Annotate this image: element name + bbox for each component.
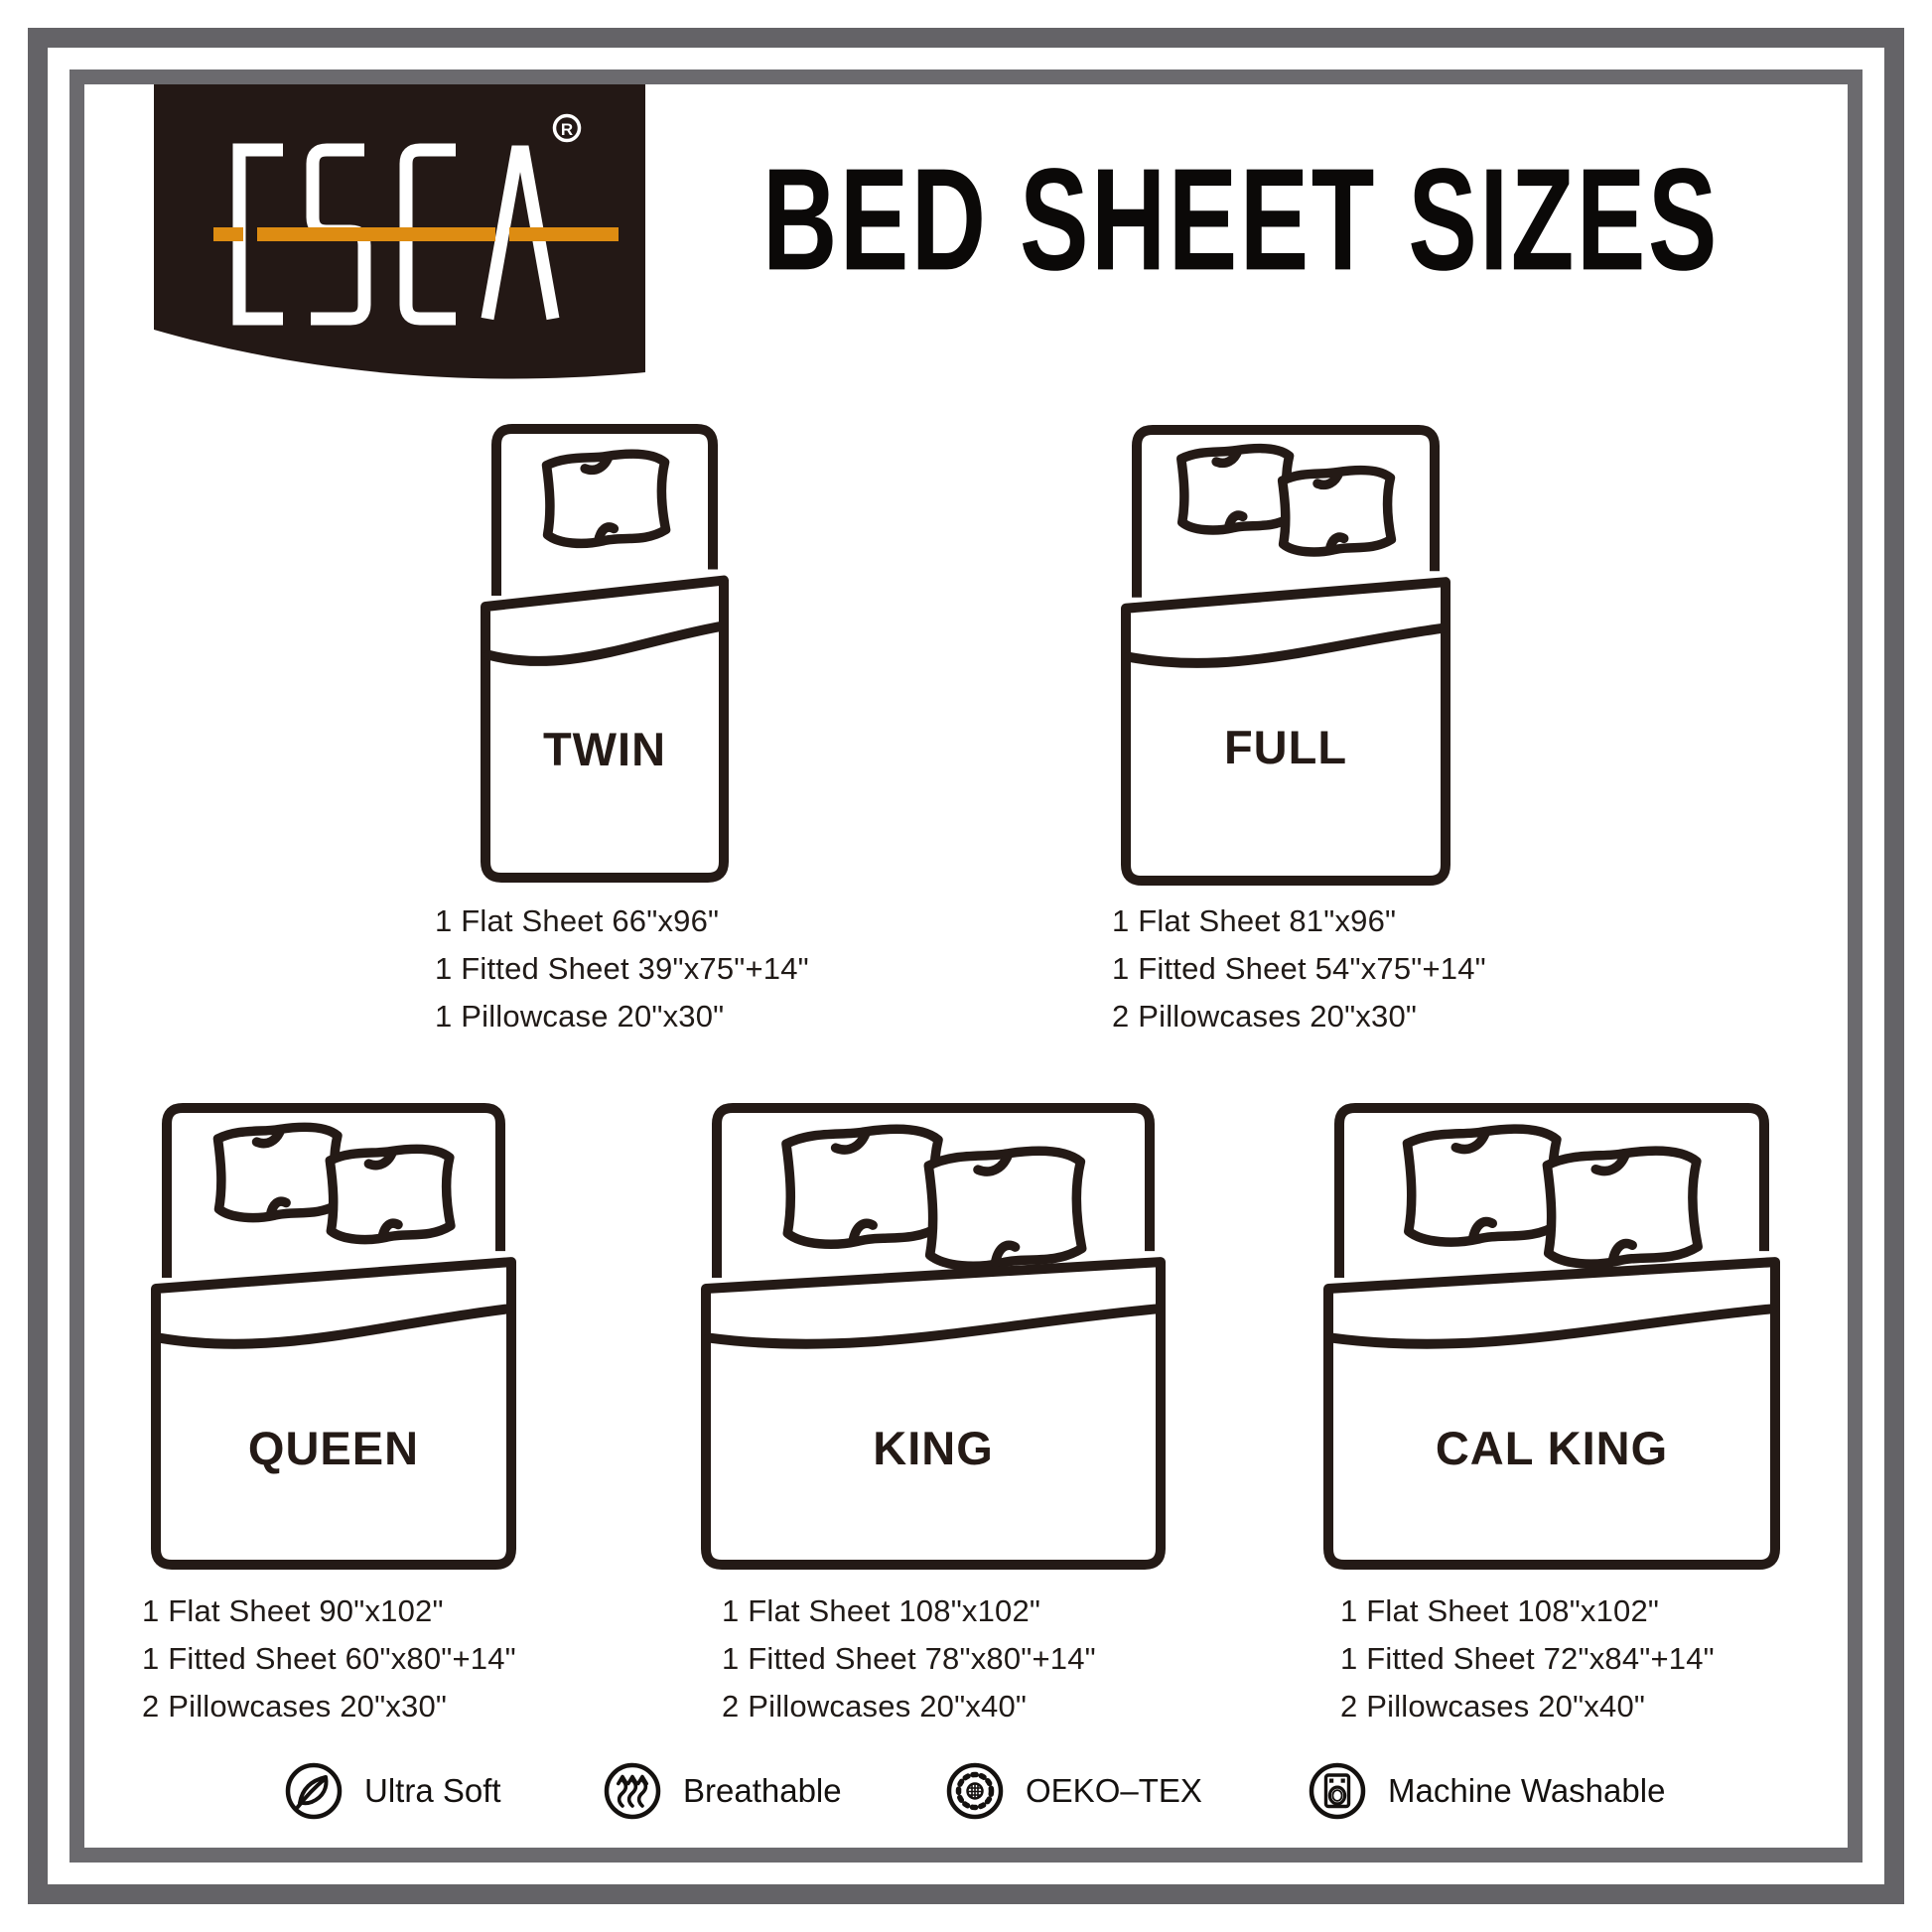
feature-ultra-soft (285, 1762, 501, 1820)
bed-art-full (1120, 424, 1451, 887)
spec-line: 1 Fitted Sheet 39"x75"+14" (435, 951, 809, 986)
spec-line: 2 Pillowcases 20"x30" (1112, 999, 1418, 1034)
specs-king (722, 1587, 1096, 1730)
page-title: BED SHEET SIZES (762, 139, 1720, 302)
spec-line: 2 Pillowcases 20"x40" (722, 1689, 1028, 1724)
feature-machine-washable (1309, 1762, 1665, 1820)
bed-diagram-cal-king (1322, 1102, 1781, 1571)
specs-queen (142, 1587, 516, 1730)
bed-size-label: FULL (1223, 721, 1348, 773)
bed-size-label: CAL KING (1435, 1422, 1669, 1474)
bed-size-label: TWIN (542, 723, 667, 775)
bed-size-label: QUEEN (247, 1422, 420, 1474)
brand-logo-badge (154, 84, 645, 392)
bed-diagram-queen (150, 1102, 517, 1571)
feature-label: Breathable (683, 1772, 842, 1809)
machine-washable-icon (1309, 1762, 1366, 1820)
spec-line: 2 Pillowcases 20"x30" (142, 1689, 448, 1724)
feature-label: Machine Washable (1388, 1772, 1666, 1809)
specs-twin (435, 897, 809, 1040)
spec-line: 1 Fitted Sheet 78"x80"+14" (722, 1641, 1096, 1676)
spec-line: 1 Flat Sheet 108"x102" (722, 1593, 1041, 1628)
bed-art-king (700, 1102, 1167, 1571)
spec-line: 1 Fitted Sheet 72"x84"+14" (1340, 1641, 1715, 1676)
spec-line: 2 Pillowcases 20"x40" (1340, 1689, 1646, 1724)
bed-art-twin (480, 423, 730, 884)
feature-label: OEKO–TEX (1026, 1772, 1202, 1809)
bed-diagram-full (1120, 424, 1451, 887)
bed-art-cal-king (1322, 1102, 1781, 1571)
feature-breathable (604, 1762, 842, 1820)
bed-art-queen (150, 1102, 517, 1571)
feature-oeko-tex (946, 1762, 1202, 1820)
spec-line: 1 Flat Sheet 66"x96" (435, 903, 720, 938)
spec-line: 1 Flat Sheet 81"x96" (1112, 903, 1397, 938)
specs-cal-king (1340, 1587, 1715, 1730)
oeko-tex-icon (946, 1762, 1004, 1820)
spec-line: 1 Flat Sheet 108"x102" (1340, 1593, 1660, 1628)
feather-icon (285, 1762, 343, 1820)
spec-line: 1 Pillowcase 20"x30" (435, 999, 725, 1034)
svg-text:R: R (560, 120, 574, 139)
esca-logo (154, 84, 645, 392)
spec-line: 1 Fitted Sheet 60"x80"+14" (142, 1641, 516, 1676)
bed-diagram-king (700, 1102, 1167, 1571)
specs-full (1112, 897, 1486, 1040)
bed-size-label: KING (873, 1422, 994, 1474)
breathable-icon (604, 1762, 661, 1820)
spec-line: 1 Flat Sheet 90"x102" (142, 1593, 444, 1628)
feature-label: Ultra Soft (364, 1772, 501, 1809)
bed-diagram-twin (480, 423, 730, 884)
spec-line: 1 Fitted Sheet 54"x75"+14" (1112, 951, 1486, 986)
